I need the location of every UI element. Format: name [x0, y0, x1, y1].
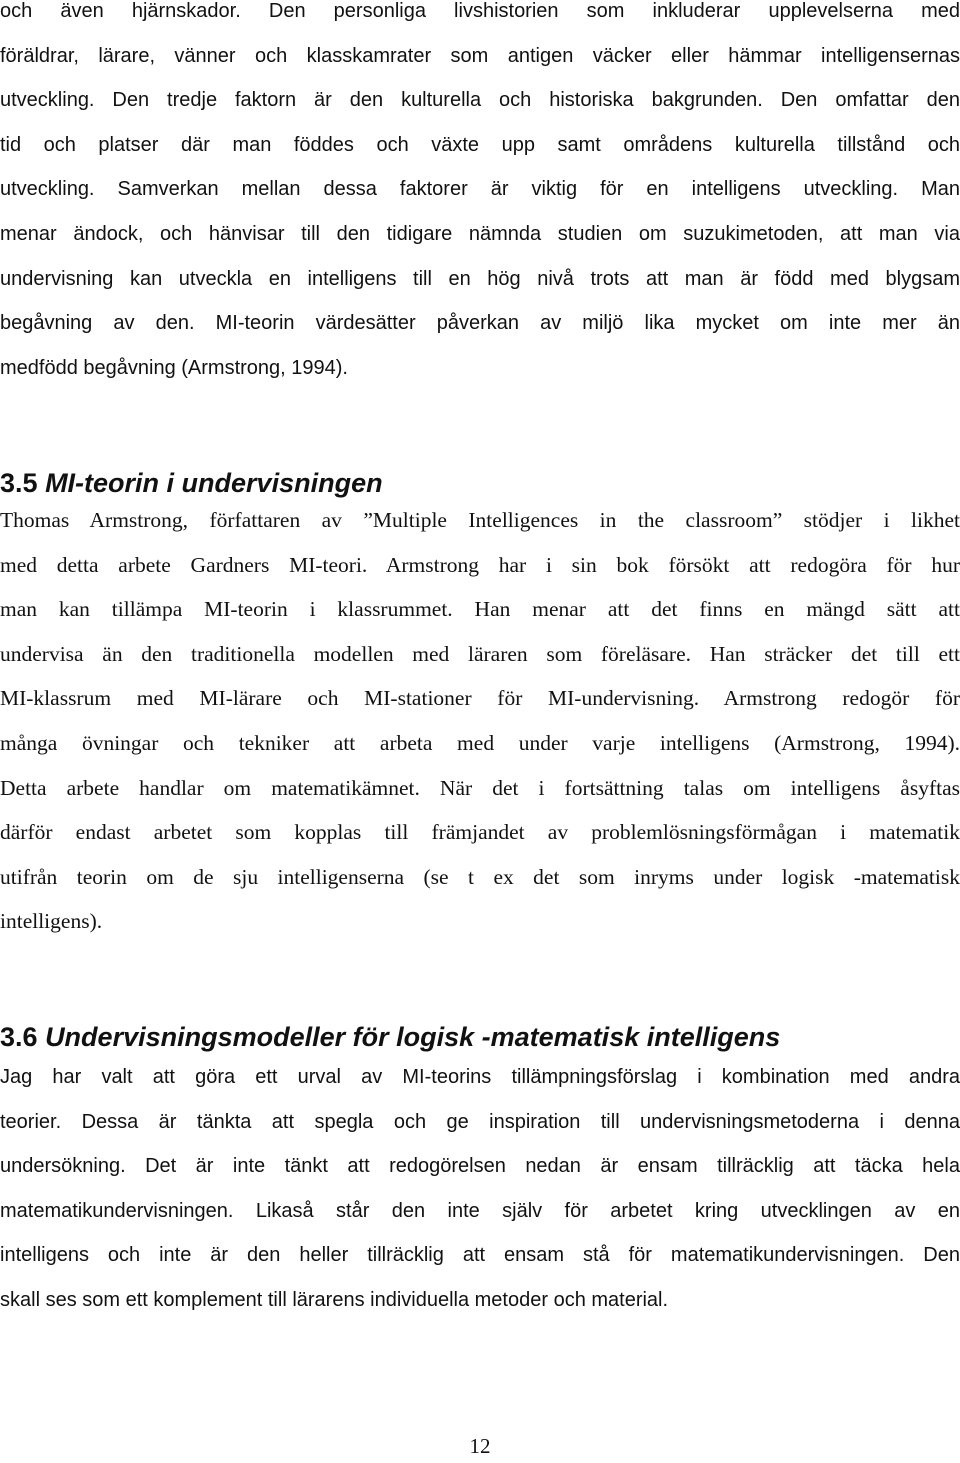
- section-heading-3-5: [0, 465, 383, 501]
- section-title: MI-teorin i undervisningen: [45, 468, 383, 498]
- text-line: medfödd begåvning (Armstrong, 1994).: [0, 356, 348, 379]
- text-line: därför endast arbetet som kopplas till främjandet av problemlösningsförmågan i matematik: [0, 820, 960, 845]
- section-number: 3.6: [0, 1022, 38, 1052]
- text-line: tid och platser där man föddes och växte upp samt områdens kulturella tillstånd och: [0, 133, 960, 156]
- text-line: undervisa än den traditionella modellen med läraren som föreläsare. Han sträcker det till ett: [0, 641, 960, 666]
- text-line: med detta arbete Gardners MI-teori. Armstrong har i sin bok försökt att redogöra för hur: [0, 552, 960, 577]
- text-line: MI-klassrum med MI-lärare och MI-stationer för MI-undervisning. Armstrong redogör för: [0, 686, 960, 711]
- text-line: menar ändock, och hänvisar till den tidigare nämnda studien om suzukimetoden, att man via: [0, 222, 960, 245]
- page-number: 12: [469, 1434, 491, 1458]
- text-line: skall ses som ett komplement till lärarens individuella metoder och material.: [0, 1288, 669, 1311]
- text-line: utveckling. Samverkan mellan dessa faktorer är viktig för en intelligens utveckling. Man: [0, 178, 960, 201]
- section-number: 3.5: [0, 468, 38, 498]
- text-line: utifrån teorin om de sju intelligenserna (se t ex det som inryms under logisk -matematisk: [0, 864, 960, 889]
- text-line: begåvning av den. MI-teorin värdesätter påverkan av miljö lika mycket om inte mer än: [0, 312, 960, 335]
- text-line: intelligens).: [0, 909, 103, 934]
- text-line: och även hjärnskador. Den personliga livshistorien som inkluderar upplevelserna med: [0, 0, 960, 22]
- text-line: teorier. Dessa är tänkta att spegla och ge inspiration till undervisningsmetoderna i denna: [0, 1110, 960, 1133]
- text-line: undersökning. Det är inte tänkt att redogörelsen nedan är ensam tillräcklig att täcka hela: [0, 1155, 960, 1178]
- section-3-6-paragraph: [0, 1055, 960, 1323]
- text-line: man kan tillämpa MI-teorin i klassrummet. Han menar att det finns en mängd sätt att: [0, 597, 960, 622]
- text-line: många övningar och tekniker att arbeta med under varje intelligens (Armstrong, 1994).: [0, 730, 960, 755]
- text-line: Thomas Armstrong, författaren av ”Multiple Intelligences in the classroom” stödjer i likhet: [0, 508, 960, 532]
- text-line: utveckling. Den tredje faktorn är den kulturella och historiska bakgrunden. Den omfattar den: [0, 89, 960, 112]
- text-line: matematikundervisningen. Likaså står den inte själv för arbetet kring utvecklingen av en: [0, 1199, 960, 1222]
- text-line: föräldrar, lärare, vänner och klasskamrater som antigen väcker eller hämmar intelligensernas: [0, 44, 960, 67]
- intro-paragraph: [0, 0, 960, 390]
- section-heading-3-6: [0, 1019, 780, 1055]
- text-line: intelligens och inte är den heller tillräcklig att ensam stå för matematikundervisningen. Den: [0, 1244, 960, 1267]
- text-line: Jag har valt att göra ett urval av MI-teorins tillämpningsförslag i kombination med andra: [0, 1066, 960, 1088]
- section-title: Undervisningsmodeller för logisk -matematisk intelligens: [45, 1022, 781, 1052]
- text-line: Detta arbete handlar om matematikämnet. När det i fortsättning talas om intelligens åsyftas: [0, 775, 960, 800]
- text-line: undervisning kan utveckla en intelligens till en hög nivå trots att man är född med blygsam: [0, 267, 960, 290]
- section-3-5-paragraph: [0, 498, 960, 944]
